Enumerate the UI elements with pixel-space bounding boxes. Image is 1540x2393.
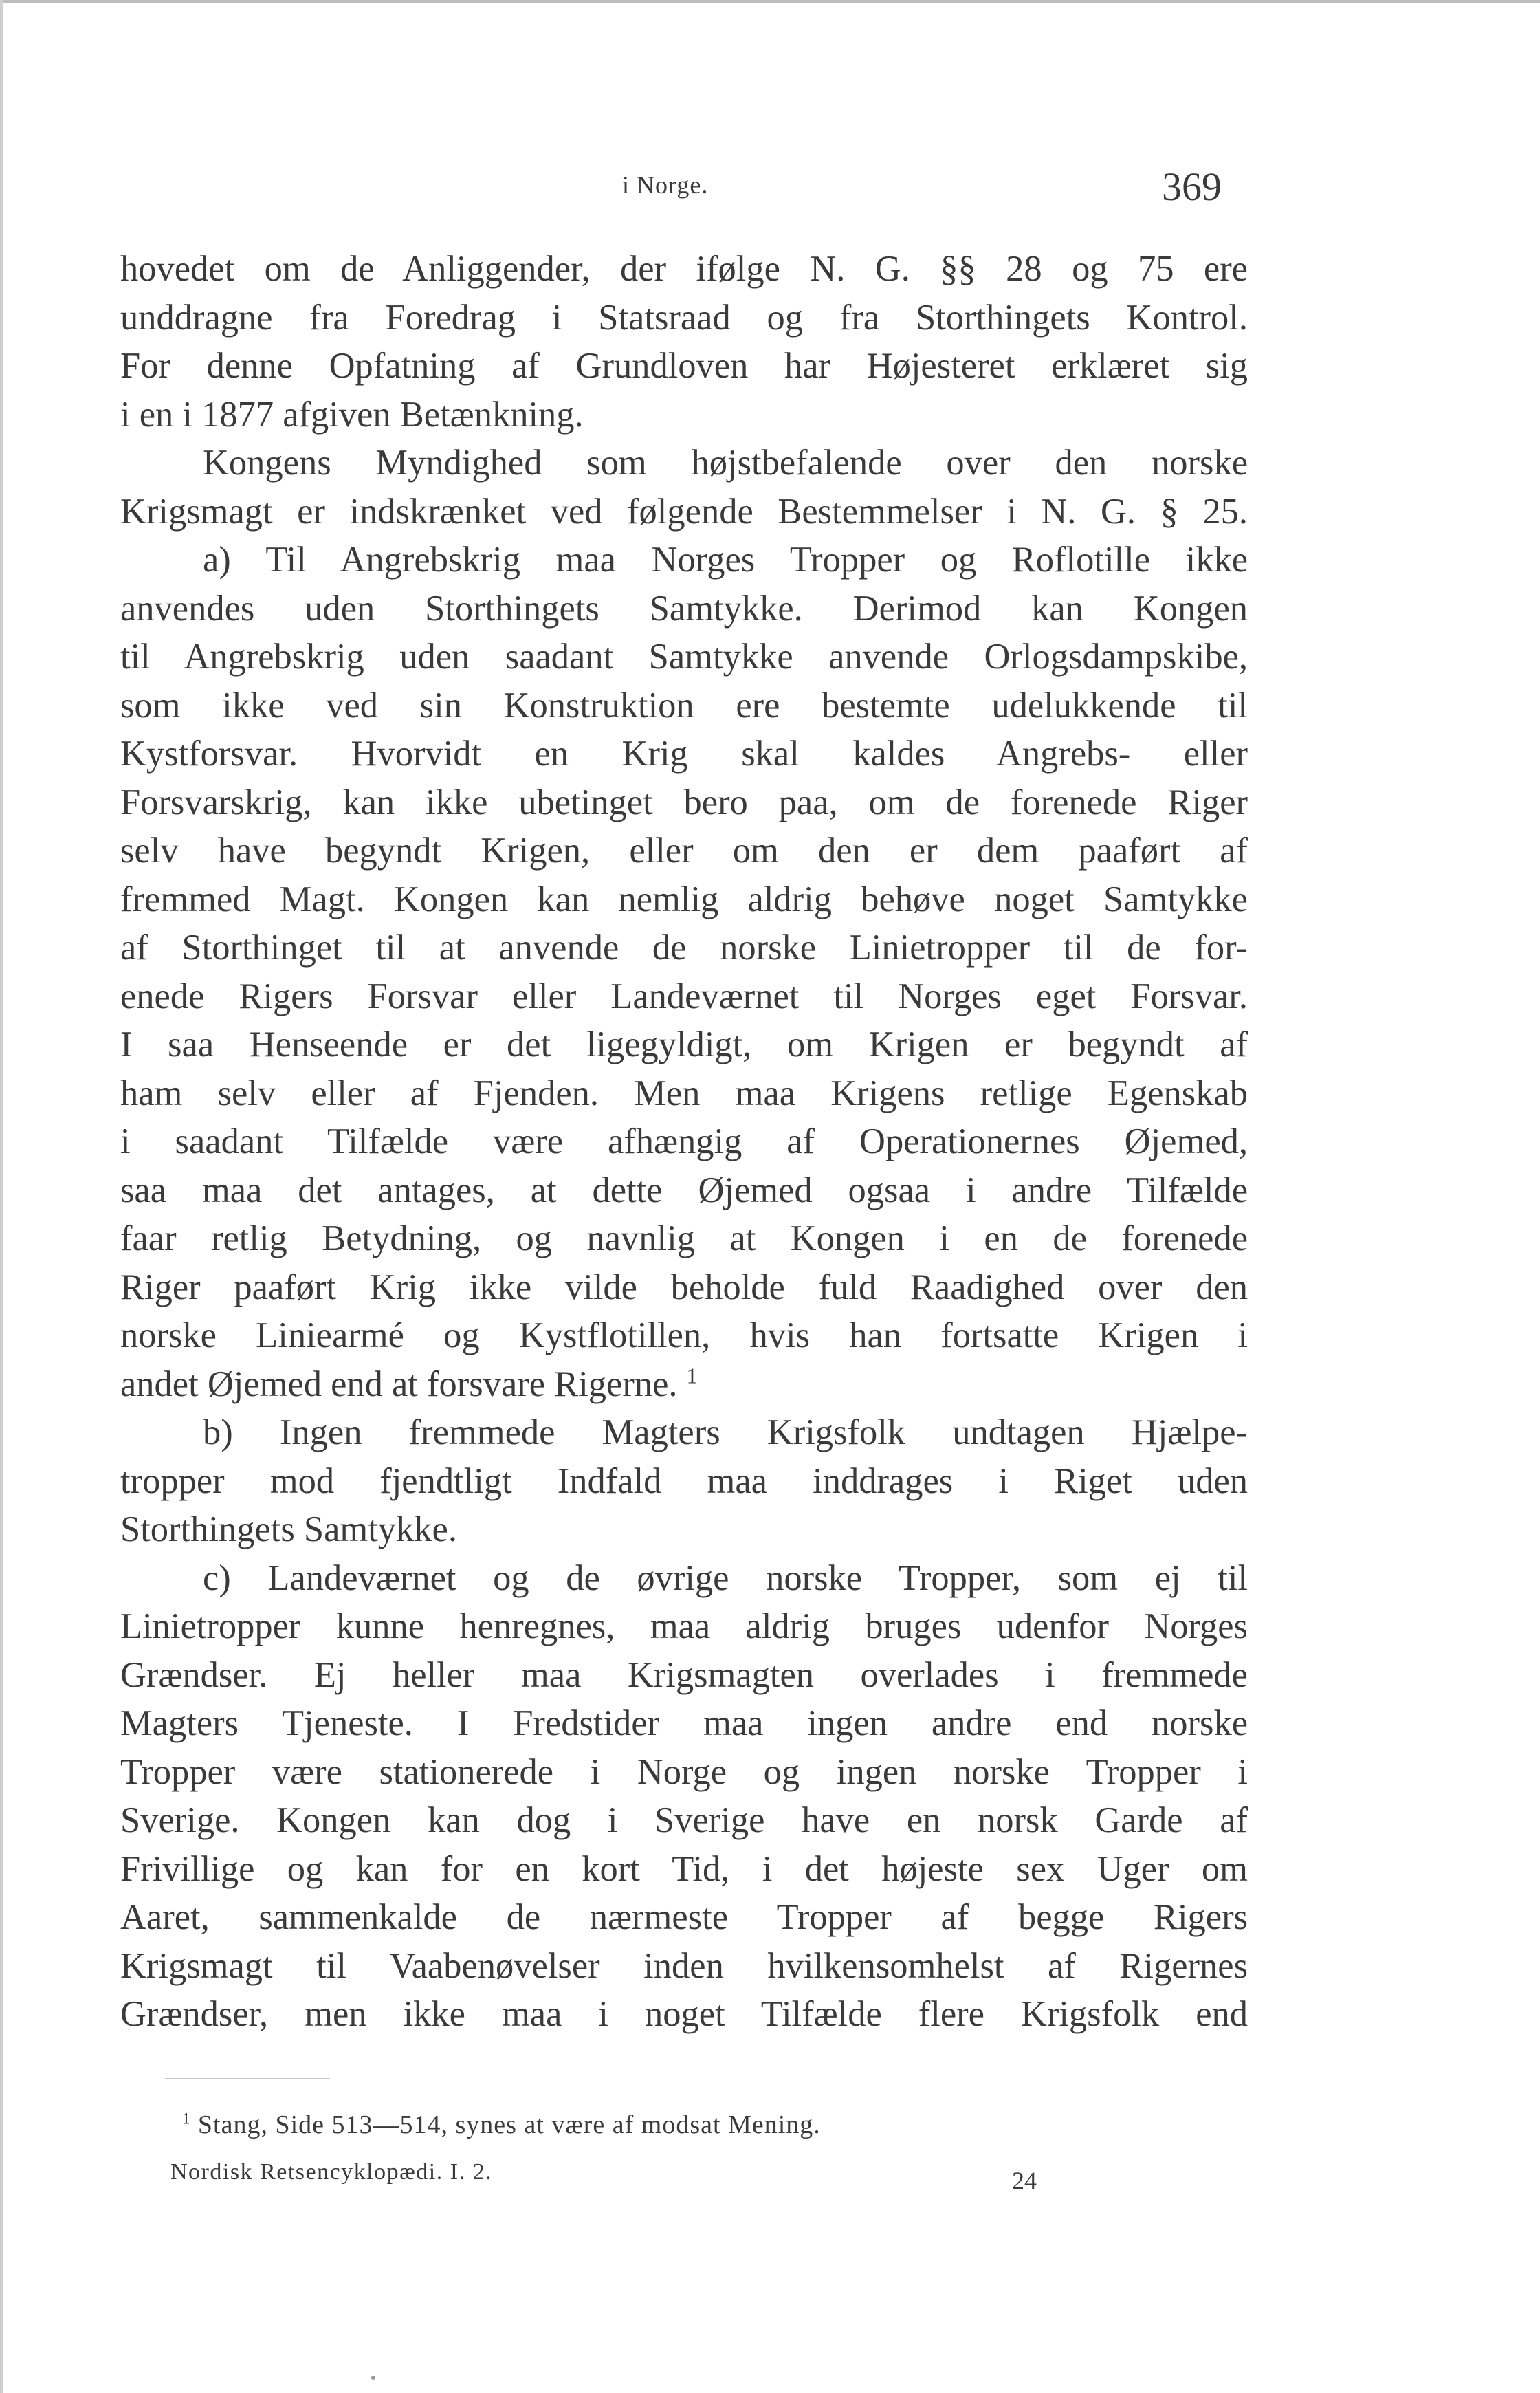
text-line [120, 1602, 1248, 1651]
text-line [120, 1263, 1248, 1312]
text-line-content: I saa Henseende er det ligegyldigt, om Krigen er begyndt af [120, 1025, 1248, 1064]
text-line [120, 1408, 1248, 1457]
text-line-content: Storthingets Samtykke. [120, 1509, 457, 1549]
text-line [120, 730, 1248, 778]
text-line [120, 681, 1248, 730]
text-line [120, 294, 1248, 342]
text-line-content: ham selv eller af Fjenden. Men maa Krigens retlige Egenskab [120, 1073, 1248, 1113]
signature-line: Nordisk Retsencyklopædi. I. 2. [170, 2159, 493, 2185]
text-line-content: fremmed Magt. Kongen kan nemlig aldrig behøve noget Samtykke [120, 879, 1248, 919]
text-line-content: til Angrebskrig uden saadant Samtykke anvende Orlogsdampskibe, [120, 637, 1248, 677]
text-line [120, 1699, 1248, 1748]
text-line-content: selv have begyndt Krigen, eller om den er dem paaført af [120, 831, 1248, 871]
text-line [120, 1942, 1248, 1991]
text-line-content: norske Liniearmé og Kystflotillen, hvis han fortsatte Krigen i [120, 1315, 1248, 1355]
text-line [120, 1311, 1248, 1360]
text-line [120, 633, 1248, 681]
text-line-content: Magters Tjeneste. I Fredstider maa ingen andre end norske [120, 1703, 1248, 1743]
text-line [120, 536, 1248, 584]
text-line [120, 1990, 1248, 2039]
text-line [120, 1457, 1248, 1506]
text-line-content: hovedet om de Anliggender, der ifølge N. G. §§ 28 og 75 ere [120, 249, 1248, 289]
text-line [120, 1117, 1248, 1166]
scan-edge-left [0, 0, 3, 2393]
text-line-content: i saadant Tilfælde være afhængig af Operationernes Øjemed, [120, 1122, 1248, 1161]
text-line [120, 1020, 1248, 1069]
text-line-content: Tropper være stationerede i Norge og ingen norske Tropper i [120, 1751, 1248, 1792]
footnote-rule [165, 2078, 330, 2079]
text-line-content: Krigsmagt er indskrænket ved følgende Bestemmelser i N. G. § 25. [120, 491, 1248, 532]
text-line [120, 1360, 1248, 1409]
text-line-content: Aaret, sammenkalde de nærmeste Tropper af begge Rigers [120, 1897, 1248, 1937]
running-head: i Norge. [622, 171, 709, 199]
footnote-marker: 1 [182, 2110, 191, 2128]
text-line-content: som ikke ved sin Konstruktion ere bestemte udelukkende til [120, 685, 1248, 725]
footnote-reference: 1 [686, 1364, 698, 1388]
footnote-text: Stang, Side 513—514, synes at være af modsat Mening. [197, 2110, 821, 2139]
text-line [120, 439, 1248, 488]
text-line [120, 488, 1248, 536]
text-line [120, 827, 1248, 875]
footnote [182, 2110, 821, 2140]
text-line [120, 1748, 1248, 1797]
sheet-number: 24 [1012, 2167, 1037, 2194]
text-line-content: andet Øjemed end at forsvare Rigerne. [120, 1364, 678, 1404]
text-line-content: c) Landeværnet og de øvrige norske Tropper, som ej til [203, 1558, 1248, 1598]
text-line [120, 924, 1248, 972]
text-line-content: Kongens Myndighed som højstbefalende over den norske [203, 443, 1248, 483]
scan-speck [371, 2376, 375, 2380]
text-line-content: Krigsmagt til Vaabenøvelser inden hvilkensomhelst af Rigernes [120, 1945, 1248, 1986]
text-line [120, 1651, 1248, 1700]
text-line-content: Grændser, men ikke maa i noget Tilfælde flere Krigsfolk end [120, 1994, 1248, 2034]
text-line [120, 1893, 1248, 1942]
text-line [120, 875, 1248, 924]
text-line-content: i en i 1877 afgiven Betænkning. [120, 394, 584, 435]
scan-edge-top [0, 0, 1540, 3]
text-line-content: b) Ingen fremmede Magters Krigsfolk undtagen Hjælpe- [203, 1412, 1248, 1452]
text-line [120, 778, 1248, 827]
text-line-content: For denne Opfatning af Grundloven har Højesteret erklæret sig [120, 346, 1248, 386]
text-line-content: Riger paaført Krig ikke vilde beholde fuld Raadighed over den [120, 1267, 1248, 1307]
text-line-content: anvendes uden Storthingets Samtykke. Derimod kan Kongen [120, 588, 1248, 629]
text-line-content: Sverige. Kongen kan dog i Sverige have en norsk Garde af [120, 1800, 1248, 1840]
text-line [120, 1069, 1248, 1118]
text-line-content: a) Til Angrebskrig maa Norges Tropper og Roflotille ikke [203, 540, 1248, 580]
text-line-content: af Storthinget til at anvende de norske Linietropper til de for- [120, 928, 1248, 968]
text-line [120, 1166, 1248, 1215]
text-line [120, 342, 1248, 391]
text-line-content: enede Rigers Forsvar eller Landeværnet til Norges eget Forsvar. [120, 976, 1248, 1016]
text-line-content: faar retlig Betydning, og navnlig at Kongen i en de forenede [120, 1219, 1248, 1258]
body-text [120, 245, 1248, 2039]
text-line-content: Grændser. Ej heller maa Krigsmagten overlades i fremmede [120, 1654, 1248, 1695]
page-number: 369 [1162, 164, 1222, 209]
text-line-content: Forsvarskrig, kan ikke ubetinget bero paa, om de forenede Riger [120, 782, 1248, 822]
text-line [120, 391, 1248, 439]
text-line-content: unddragne fra Foredrag i Statsraad og fra Storthingets Kontrol. [120, 297, 1248, 338]
text-line-content: Kystforsvar. Hvorvidt en Krig skal kaldes Angrebs- eller [120, 734, 1248, 774]
text-line [120, 1505, 1248, 1554]
text-line [120, 1554, 1248, 1603]
text-line [120, 584, 1248, 633]
text-line [120, 972, 1248, 1021]
text-line-content: Frivillige og kan for en kort Tid, i det højeste sex Uger om [120, 1848, 1248, 1889]
text-line-content: saa maa det antages, at dette Øjemed ogsaa i andre Tilfælde [120, 1170, 1248, 1210]
text-line-content: Linietropper kunne henregnes, maa aldrig bruges udenfor Norges [120, 1606, 1248, 1646]
text-line [120, 1845, 1248, 1894]
text-line [120, 245, 1248, 294]
text-line [120, 1796, 1248, 1845]
text-line [120, 1214, 1248, 1263]
text-line-content: tropper mod fjendtligt Indfald maa inddrages i Riget uden [120, 1461, 1248, 1501]
